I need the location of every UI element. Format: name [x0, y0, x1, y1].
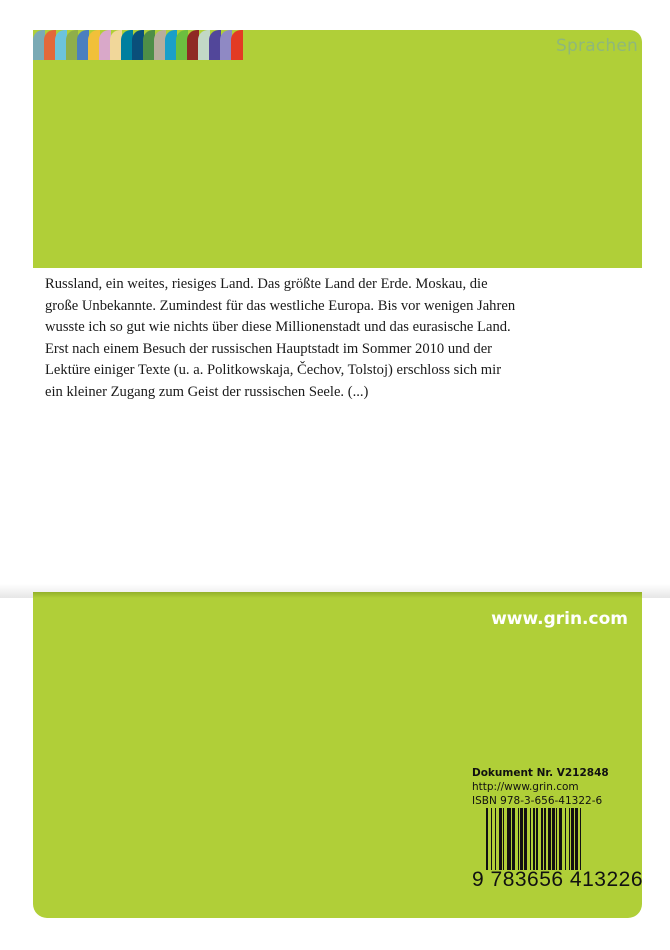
cover-top-panel — [33, 30, 642, 268]
blurb-line: Erst nach einem Besuch der russischen Hauptstadt im Sommer 2010 und der — [45, 340, 493, 357]
color-stripes — [33, 30, 242, 60]
publisher-website: www.grin.com — [491, 609, 628, 629]
blurb-line: ein kleiner Zugang zum Geist der russischen Seele. (...) — [45, 383, 369, 400]
blurb-text — [45, 274, 605, 403]
document-url: http://www.grin.com — [472, 781, 579, 793]
color-stripe — [231, 30, 243, 60]
document-number: Dokument Nr. V212848 — [472, 767, 609, 779]
document-info — [472, 766, 609, 808]
blurb-line: große Unbekannte. Zumindest für das westliche Europa. Bis vor wenigen Jahren — [45, 297, 516, 314]
isbn: ISBN 978-3-656-41322-6 — [472, 795, 603, 807]
barcode-number: 9 783656 413226 — [472, 868, 643, 891]
blurb-line: Russland, ein weites, riesiges Land. Das größte Land der Erde. Moskau, die — [45, 276, 488, 292]
blurb-line: wusste ich so gut wie nichts über diese Millionenstadt und das eurasische Land. — [45, 319, 511, 335]
blurb-line: Lektüre einiger Texte (u. a. Politkowskaja, Čechov, Tolstoj) erschloss sich mir — [45, 362, 502, 378]
barcode-icon — [486, 808, 630, 870]
category-label: Sprachen — [556, 36, 638, 56]
